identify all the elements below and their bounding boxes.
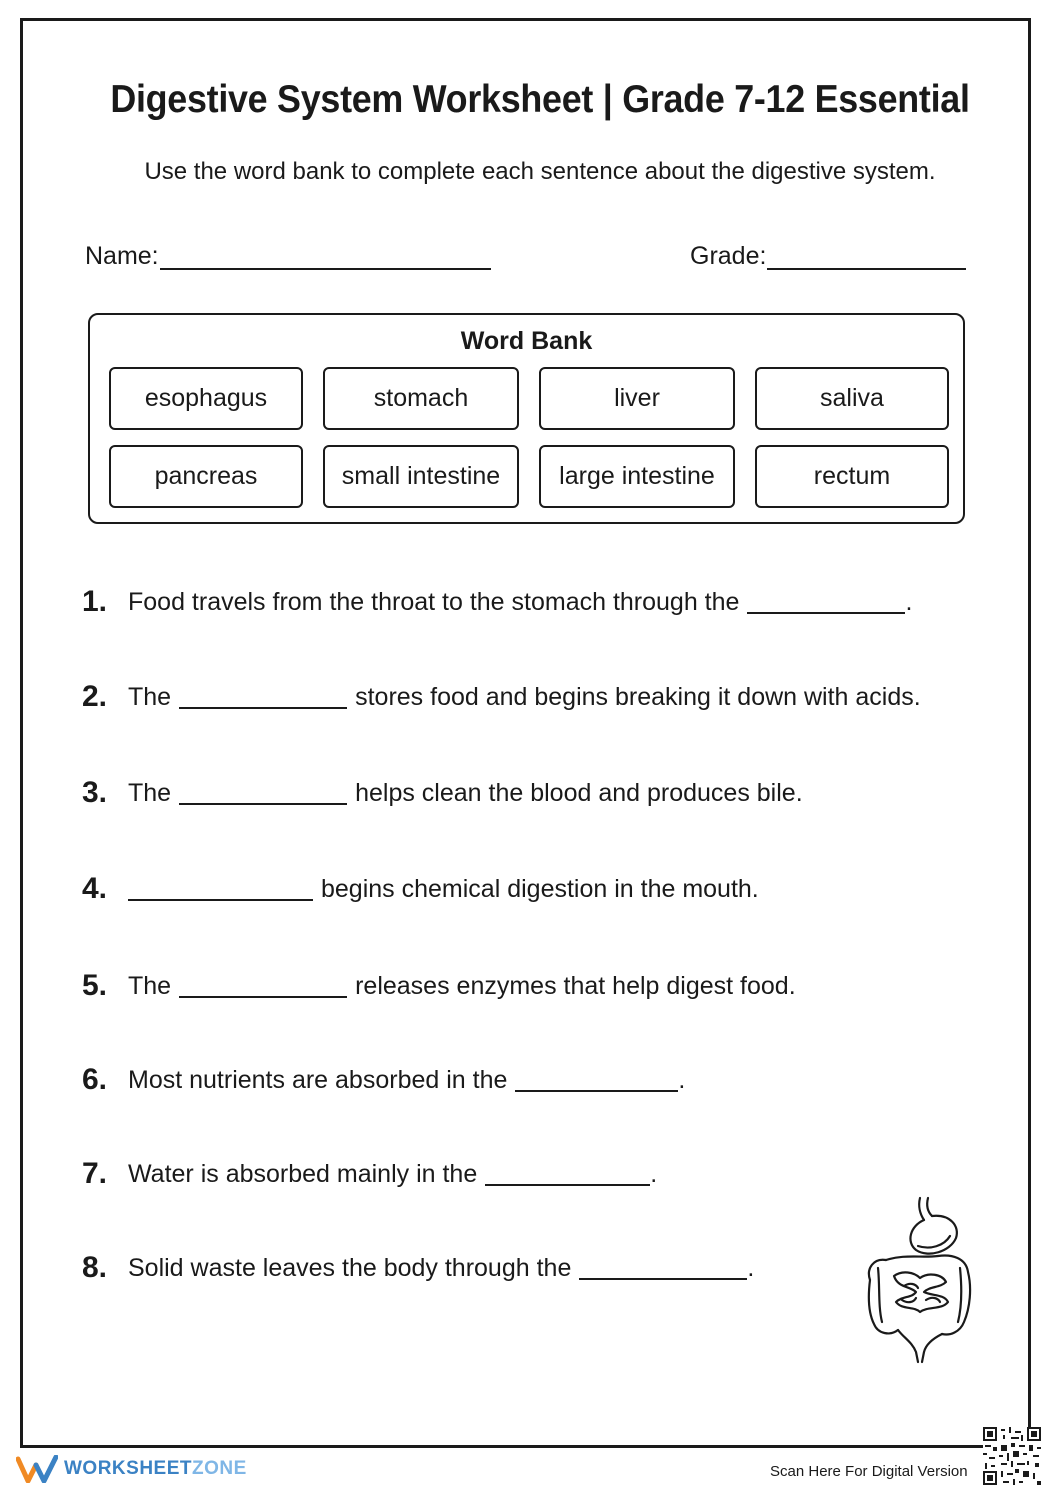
- question-text-before: Water is absorbed mainly in the: [128, 1159, 478, 1188]
- footer-logo: [16, 1455, 247, 1483]
- answer-blank[interactable]: [485, 1162, 650, 1186]
- name-field[interactable]: [160, 268, 491, 270]
- digestive-system-icon: [858, 1196, 978, 1366]
- question-number: 2.: [82, 680, 108, 713]
- word-bank-title: Word Bank: [460, 327, 593, 355]
- word-bank-item: stomach: [323, 367, 519, 430]
- instructions: Use the word bank to complete each sentence about the digestive system.: [144, 158, 936, 185]
- word-bank-item: large intestine: [539, 445, 735, 508]
- grade-field[interactable]: [767, 268, 966, 270]
- name-label: Name:: [85, 242, 159, 270]
- question-7: [82, 1154, 657, 1194]
- question-text-before: Food travels from the throat to the stomach through the: [128, 587, 740, 616]
- answer-blank[interactable]: [747, 590, 905, 614]
- question-3: [82, 773, 803, 813]
- question-4: [82, 869, 759, 909]
- question-number: 6.: [82, 1063, 108, 1096]
- question-number: 3.: [82, 776, 108, 809]
- question-text-after: releases enzymes that help digest food.: [355, 971, 796, 1000]
- question-5: [82, 966, 796, 1006]
- footer-brand: [64, 1458, 247, 1480]
- answer-blank[interactable]: [128, 877, 313, 901]
- question-number: 4.: [82, 872, 108, 905]
- question-number: 5.: [82, 969, 108, 1002]
- word-bank-item: saliva: [755, 367, 949, 430]
- question-number: 7.: [82, 1157, 108, 1190]
- worksheet-title: Digestive System Worksheet | Grade 7-12 Essential: [110, 78, 970, 121]
- word-bank: [88, 313, 965, 524]
- word-bank-grid: [109, 367, 949, 508]
- question-8: [82, 1248, 754, 1288]
- question-text-before: Most nutrients are absorbed in the: [128, 1065, 508, 1094]
- footer-brand-part2: ZONE: [192, 1458, 247, 1479]
- answer-blank[interactable]: [179, 781, 347, 805]
- question-text-after: helps clean the blood and produces bile.: [355, 778, 803, 807]
- answer-blank[interactable]: [515, 1068, 678, 1092]
- word-bank-item: esophagus: [109, 367, 303, 430]
- question-1: [82, 582, 912, 622]
- grade-label: Grade:: [690, 242, 767, 270]
- question-2: [82, 677, 921, 717]
- question-text-before: The: [128, 682, 172, 711]
- question-text-before: The: [128, 971, 172, 1000]
- question-number: 1.: [82, 585, 108, 618]
- answer-blank[interactable]: [179, 685, 347, 709]
- qr-code-icon[interactable]: [983, 1427, 1041, 1485]
- worksheetzone-logo-icon: [16, 1455, 58, 1483]
- word-bank-item: rectum: [755, 445, 949, 508]
- question-text-before: Solid waste leaves the body through the: [128, 1253, 572, 1282]
- question-text-after: .: [650, 1159, 658, 1188]
- question-number: 8.: [82, 1251, 108, 1284]
- question-6: [82, 1060, 685, 1100]
- word-bank-item: liver: [539, 367, 735, 430]
- scan-text: Scan Here For Digital Version: [770, 1463, 968, 1480]
- question-text-after: stores food and begins breaking it down with acids.: [355, 682, 921, 711]
- question-text-after: .: [747, 1253, 755, 1282]
- question-text-after: begins chemical digestion in the mouth.: [321, 874, 759, 903]
- footer-brand-part1: WORKSHEET: [64, 1458, 192, 1479]
- answer-blank[interactable]: [579, 1256, 747, 1280]
- word-bank-item: small intestine: [323, 445, 519, 508]
- question-text-after: .: [678, 1065, 686, 1094]
- word-bank-item: pancreas: [109, 445, 303, 508]
- question-text-before: The: [128, 778, 172, 807]
- question-text-after: .: [905, 587, 913, 616]
- answer-blank[interactable]: [179, 974, 347, 998]
